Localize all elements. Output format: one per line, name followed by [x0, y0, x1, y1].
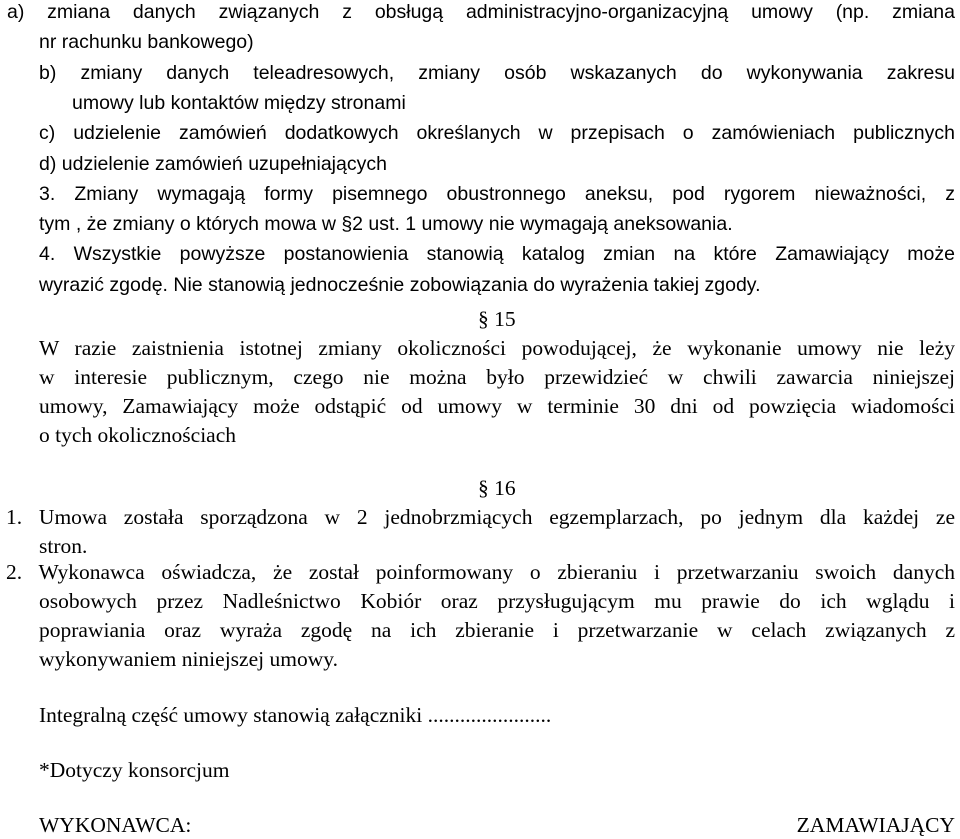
attachments-line: Integralną część umowy stanowią załączniki .......................	[39, 703, 552, 727]
section-15-line3: umowy, Zamawiający może odstąpić od umowy w terminie 30 dni od powzięcia wiadomości	[39, 394, 955, 418]
section-16-heading: § 16	[478, 476, 516, 500]
signature-contractor: WYKONAWCA:	[39, 813, 192, 837]
section-15-heading: § 15	[478, 307, 516, 331]
list-item-b-line1: b) zmiany danych teleadresowych, zmiany osób wskazanych do wykonywania zakresu	[39, 62, 955, 84]
point-3-line1: 3. Zmiany wymagają formy pisemnego obustronnego aneksu, pod rygorem nieważności, z	[39, 183, 955, 205]
signature-client: ZAMAWIAJĄCY	[796, 813, 955, 837]
list-item-a-line2: nr rachunku bankowego)	[39, 31, 254, 53]
footnote: *Dotyczy konsorcjum	[39, 758, 230, 782]
section-16-p2-line2: osobowych przez Nadleśnictwo Kobiór oraz przysługującym mu prawie do ich wglądu i	[39, 589, 955, 613]
section-15-line2: w interesie publicznym, czego nie można było przewidzieć w chwili zawarcia niniejszej	[39, 365, 955, 389]
list-item-d: d) udzielenie zamówień uzupełniających	[39, 153, 387, 175]
point-3-line2: tym , że zmiany o których mowa w §2 ust. 1 umowy nie wymagają aneksowania.	[39, 213, 733, 235]
point-4-line2: wyrazić zgodę. Nie stanowią jednocześnie zobowiązania do wyrażenia takiej zgody.	[39, 274, 761, 296]
section-15-line4: o tych okolicznościach	[39, 423, 237, 447]
list-item-c: c) udzielenie zamówień dodatkowych określanych w przepisach o zamówieniach publicznych	[39, 122, 955, 144]
list-item-b-line2: umowy lub kontaktów między stronami	[72, 92, 406, 114]
section-16-p1-line2: stron.	[39, 534, 88, 558]
point-4-line1: 4. Wszystkie powyższe postanowienia stanowią katalog zmian na które Zamawiający może	[39, 243, 955, 265]
section-16-p2-line3: poprawiania oraz wyraża zgodę na ich zbieranie i przetwarzanie w celach związanych z	[39, 618, 955, 642]
section-15-line1: W razie zaistnienia istotnej zmiany okoliczności powodującej, że wykonanie umowy nie leży	[39, 336, 955, 360]
section-16-p2-line4: wykonywaniem niniejszej umowy.	[39, 647, 338, 671]
section-16-p2-line1: 2. Wykonawca oświadcza, że został poinformowany o zbieraniu i przetwarzaniu swoich danych	[6, 560, 955, 584]
list-item-a-line1: a) zmiana danych związanych z obsługą administracyjno-organizacyjną umowy (np. zmiana	[7, 1, 955, 23]
section-16-p1-line1: 1. Umowa została sporządzona w 2 jednobrzmiących egzemplarzach, po jednym dla każdej ze	[6, 505, 955, 529]
